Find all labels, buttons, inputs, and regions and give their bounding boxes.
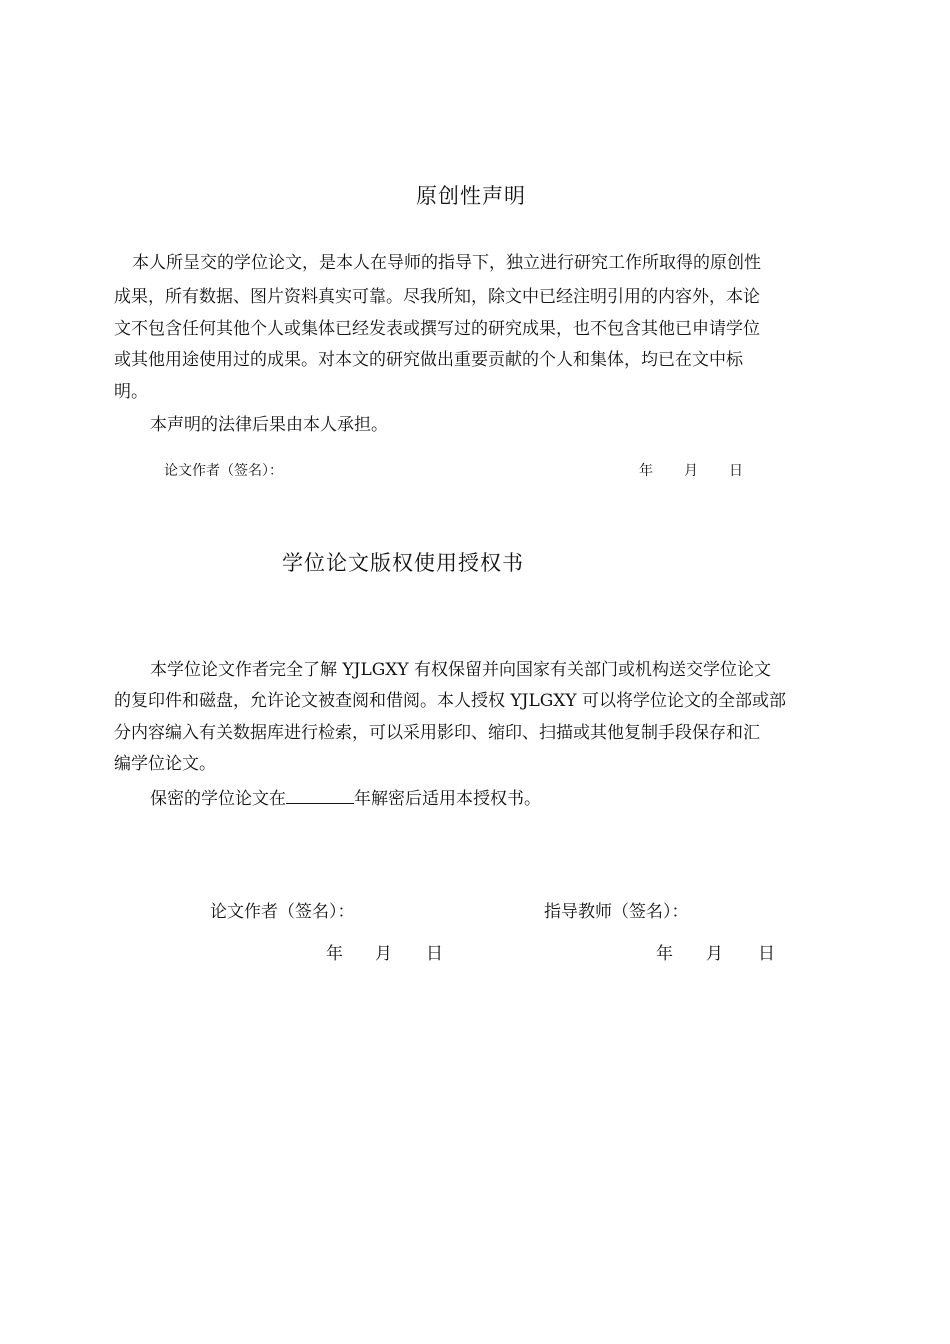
advisor-date-day: 日 (758, 944, 775, 964)
authorization-line-4: 编学位论文。 (114, 754, 216, 774)
authorization-title: 学位论文版权使用授权书 (282, 551, 524, 575)
secret-clause (150, 784, 541, 809)
authorization-line-2: 的复印件和磁盘，允许论文被查阅和借阅。本人授权 YJLGXY 可以将学位论文的全部或部 (114, 691, 787, 711)
declaration-date-year: 年 (639, 463, 653, 479)
author-date-year: 年 (326, 944, 343, 964)
declaration-line-2: 成果，所有数据、图片资料真实可靠。尽我所知，除文中已经注明引用的内容外，本论 (114, 287, 760, 307)
declaration-line-3: 文不包含任何其他个人或集体已经发表或撰写过的研究成果，也不包含其他已申请学位 (114, 319, 760, 339)
authorization-line-3: 分内容编入有关数据库进行检索，可以采用影印、缩印、扫描或其他复制手段保存和汇 (114, 723, 760, 743)
authorization-line-1: 本学位论文作者完全了解 YJLGXY 有权保留并向国家有关部门或机构送交学位论文 (150, 660, 772, 680)
advisor-date-month: 月 (706, 944, 723, 964)
secret-clause-suffix: 年解密后适用本授权书。 (354, 789, 541, 809)
author-date-month: 月 (375, 944, 392, 964)
secret-clause-prefix: 保密的学位论文在 (150, 789, 286, 809)
declaration-title: 原创性声明 (416, 184, 526, 208)
author-date-day: 日 (426, 944, 443, 964)
declaration-date-day: 日 (729, 463, 743, 479)
advisor-date-year: 年 (656, 944, 673, 964)
declaration-signature-label: 论文作者（签名）： (164, 463, 283, 479)
advisor-signature-label: 指导教师（签名）： (544, 902, 689, 922)
secret-years-blank[interactable] (286, 789, 354, 804)
author-signature-label: 论文作者（签名）： (210, 902, 355, 922)
declaration-line-5: 明。 (114, 382, 148, 402)
declaration-liability: 本声明的法律后果由本人承担。 (150, 415, 388, 435)
declaration-line-4: 或其他用途使用过的成果。对本文的研究做出重要贡献的个人和集体，均已在文中标 (114, 350, 743, 370)
declaration-date-month: 月 (684, 463, 698, 479)
declaration-line-1: 本人所呈交的学位论文，是本人在导师的指导下，独立进行研究工作所取得的原创性 (132, 253, 761, 273)
